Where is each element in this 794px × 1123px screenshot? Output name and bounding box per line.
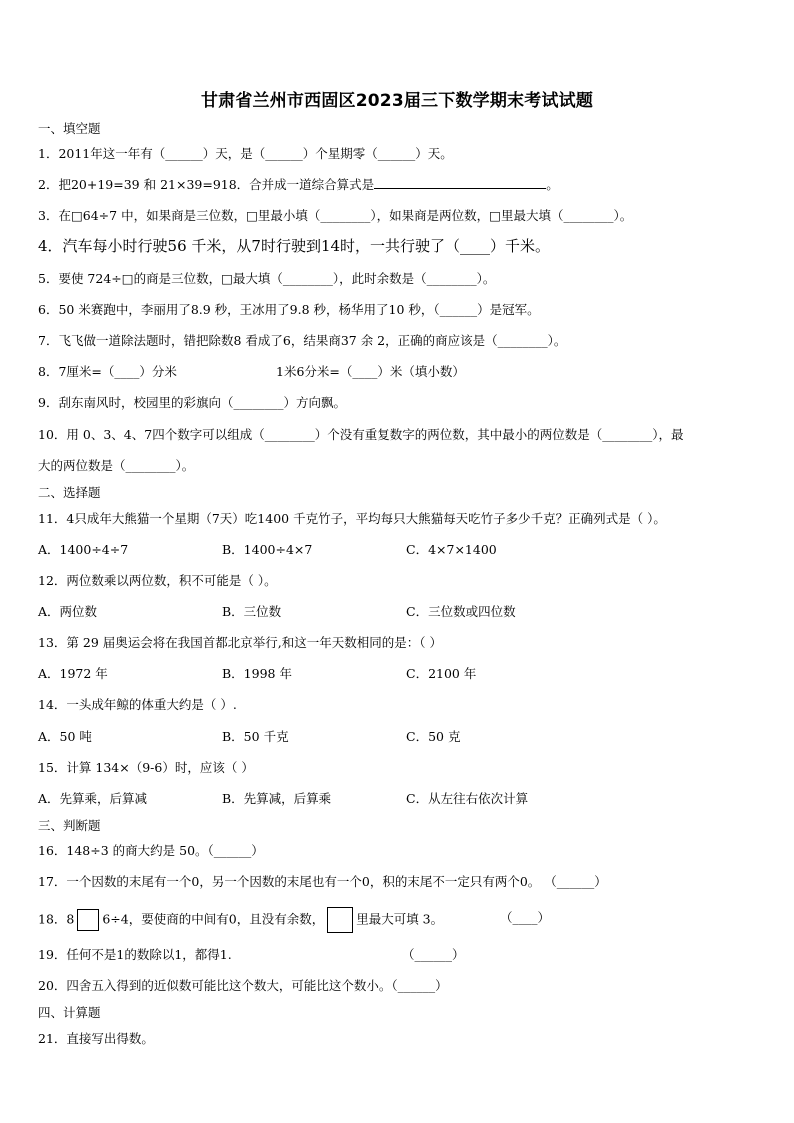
question-10-line1: 10．用 0、3、4、7四个数字可以组成（________）个没有重复数字的两位数，其中最小的两位数是（________），最: [38, 427, 684, 442]
q12-option-b: B．三位数: [222, 604, 282, 619]
question-4: 4．汽车每小时行驶56 千米，从7时行驶到14时，一共行驶了（____）千米。: [38, 237, 551, 255]
question-13: 13．第 29 届奥运会将在我国首都北京举行,和这一年天数相同的是：（ ）: [38, 635, 442, 650]
question-9: 9．刮东南风时，校园里的彩旗向（________）方向飘。: [38, 395, 346, 410]
section-choice: 二、选择题: [38, 485, 101, 500]
question-3: 3．在□64÷7 中，如果商是三位数，□里最小填（________），如果商是两位数，□里最大填（________）。: [38, 208, 633, 223]
question-18-end: 里最大可填 3。: [356, 911, 444, 927]
q15-option-c: C．从左往右依次计算: [406, 791, 529, 806]
question-2-end: 。: [546, 177, 559, 192]
q14-option-a: A．50 吨: [38, 729, 92, 744]
q13-option-b: B．1998 年: [222, 666, 292, 681]
question-1: 1．2011年这一年有（______）天，是（______）个星期零（______）天。: [38, 146, 453, 161]
question-17: 17．一个因数的末尾有一个0，另一个因数的末尾也有一个0，积的末尾不一定只有两个0。 （______）: [38, 874, 607, 889]
section-judgement: 三、判断题: [38, 818, 101, 833]
q15-option-a: A．先算乘，后算减: [38, 791, 148, 806]
question-14: 14．一头成年鲸的体重大约是（ ）.: [38, 697, 237, 712]
q12-option-a: A．两位数: [38, 604, 98, 619]
question-6: 6．50 米赛跑中，李丽用了8.9 秒，王冰用了9.8 秒，杨华用了10 秒，（______）是冠军。: [38, 302, 540, 317]
blank-box: [77, 909, 99, 931]
page-title: 甘肃省兰州市西固区2023届三下数学期末考试试题: [200, 91, 594, 111]
question-10-line2: 大的两位数是（________）。: [38, 458, 195, 473]
question-21: 21．直接写出得数。: [38, 1031, 154, 1046]
section-fill-in: 一、填空题: [38, 121, 101, 136]
question-8a: 8．7厘米=（____）分米: [38, 364, 177, 379]
q13-option-c: C．2100 年: [406, 666, 477, 681]
answer-line: [374, 176, 546, 189]
question-20: 20．四舍五入得到的近似数可能比这个数大，可能比这个数小。（______）: [38, 978, 448, 993]
question-16: 16．148÷3 的商大约是 50。（______）: [38, 843, 264, 858]
question-11: 11．4只成年大熊猫一个星期（7天）吃1400 千克竹子，平均每只大熊猫每天吃竹子多少千克？正确列式是（ ）。: [38, 511, 666, 526]
q14-option-c: C．50 克: [406, 729, 461, 744]
question-18-start: 18．8: [38, 911, 75, 927]
question-18: [38, 907, 443, 933]
q11-option-c: C．4×7×1400: [406, 542, 497, 557]
question-19: 19．任何不是1的数除以1，都得1.: [38, 947, 232, 962]
question-19-answer: （______）: [402, 947, 465, 962]
section-calculation: 四、计算题: [38, 1005, 101, 1020]
q11-option-a: A．1400÷4÷7: [38, 542, 129, 557]
question-2-text: 2．把20+19=39 和 21×39=918．合并成一道综合算式是: [38, 177, 375, 192]
question-12: 12．两位数乘以两位数，积不可能是（ ）。: [38, 573, 277, 588]
q12-option-c: C．三位数或四位数: [406, 604, 516, 619]
question-7: 7．飞飞做一道除法题时，错把除数8 看成了6，结果商37 余 2，正确的商应该是（________）。: [38, 333, 567, 348]
question-5: 5．要使 724÷□的商是三位数，□最大填（________），此时余数是（________）。: [38, 271, 496, 286]
q11-option-b: B．1400÷4×7: [222, 542, 313, 557]
blank-box: [327, 907, 353, 933]
question-18-answer: （____）: [500, 910, 551, 925]
question-2: [38, 176, 559, 194]
question-8b: 1米6分米=（____）米（填小数）: [276, 364, 465, 379]
question-15: 15．计算 134×（9-6）时，应该（ ）: [38, 760, 254, 775]
q14-option-b: B．50 千克: [222, 729, 289, 744]
q13-option-a: A．1972 年: [38, 666, 108, 681]
q15-option-b: B．先算减，后算乘: [222, 791, 332, 806]
question-18-mid: 6÷4，要使商的中间有0，且没有余数，: [102, 911, 325, 927]
